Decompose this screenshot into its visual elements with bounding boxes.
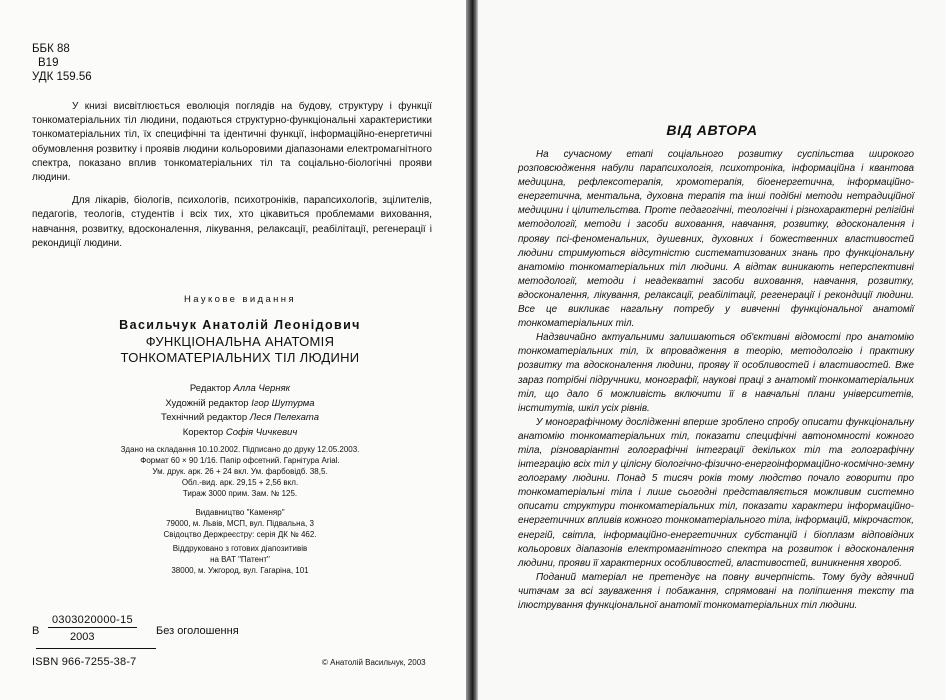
annotation-paragraph: Для лікарів, біологів, психологів, психотроніків, парапсихологів, зцілителів, педагогів, теологів, студентів і всіх тих, хто цікавиться проблемами виховання, навчання, розвитку, вдосконалення, лікування, релаксації, реабілітації, регенерації і рекондиції людини. [32, 195, 432, 249]
foreword-text [518, 148, 914, 613]
publisher-info [20, 507, 460, 540]
credit-role: Коректор [182, 426, 224, 438]
imprint-line: Здано на складання 10.10.2002. Підписано до друку 12.05.2003. [120, 445, 360, 454]
credit-name: Леся Пелехата [249, 412, 320, 423]
credit-line [20, 397, 460, 412]
book-title-line-1: ФУНКЦІОНАЛЬНА АНАТОМІЯ [145, 334, 335, 349]
printer-line: на ВАТ "Патент" [210, 555, 270, 564]
printer-info [20, 543, 460, 576]
credit-name: Софія Чичкевич [225, 426, 298, 438]
credit-name: Ігор Шутурма [251, 397, 315, 409]
author-name: Васильчук Анатолій Леонідович [119, 318, 361, 332]
credit-name: Алла Черняк [233, 383, 291, 394]
credit-line [20, 411, 460, 426]
bbk-code: ББК 88 [32, 43, 70, 55]
publisher-line: Свідоцтво Держреєстру: серія ДК № 462. [163, 530, 317, 539]
section-heading: ВІД АВТОРА [666, 122, 758, 138]
udk-code: УДК 159.56 [32, 71, 92, 83]
printer-line: Віддруковано з готових діапозитивів [172, 544, 308, 553]
imprint-line: Формат 60 × 90 1/16. Папір офсетний. Гарнітура Arial. [140, 456, 340, 465]
credit-line [20, 382, 460, 397]
credit-line [20, 426, 460, 441]
isbn-number: ISBN 966-7255-38-7 [32, 656, 137, 668]
imprint-details [20, 444, 460, 499]
credit-role: Редактор [189, 383, 231, 394]
publisher-line: 79000, м. Львів, МСП, вул. Підвальна, 3 [166, 519, 314, 528]
credit-role: Технічний редактор [160, 412, 248, 423]
annotation [32, 100, 432, 251]
right-page [478, 0, 946, 700]
book-spine-gutter [466, 0, 478, 700]
credits [20, 382, 460, 440]
printer-line: 38000, м. Ужгород, вул. Гагаріна, 101 [171, 566, 309, 575]
imprint-line: Тираж 3000 прим. Зам. № 125. [182, 489, 298, 498]
copyright-notice: © Анатолій Васильчук, 2003 [322, 658, 426, 667]
classification-codes [32, 42, 92, 84]
series-label: Наукове видання [183, 294, 296, 305]
author-mark: В19 [38, 57, 59, 69]
foreword-paragraph: Надзвичайно актуальними залишаються об'єктивні відомості про анатомію тонкоматеріальних тіл, їх впровадження в теорію, методологію і практику розвитку та вдосконалення людини, прояву її особливостей і властивостей. Вже зараз потрібні підручники, монографії, наукові праці з анатомії тонкоматеріальних тіл, що дало б можливість включити її в навчальні плани університетів, інститутів, шкіл усіх рівнів. [518, 332, 914, 414]
annotation-paragraph: У книзі висвітлюється еволюція поглядів на будову, структуру і функції тонкоматеріальних тіл людини, подаються структурно-функціональні характеристики тонкоматеріальних тіл, їх специфічні та ідентичні функції, інформаційно-енергетичні обумовлення розвитку і проявів людини кольоровими діапазонами електромагнітного спектра, показано вплив тонкоматеріальних тіл та соціально-біологічні прояви людини. [32, 101, 432, 184]
catalog-code: 0303020000-15 [48, 614, 137, 628]
catalog-note: Без оголошення [156, 625, 239, 637]
imprint-line: Ум. друк. арк. 26 + 24 вкл. Ум. фарбовідб. 38,5. [152, 467, 328, 476]
imprint-line: Обл.-вид. арк. 29,15 + 2,56 вкл. [181, 478, 299, 487]
foreword-paragraph: Поданий матеріал не претендує на повну вичерпність. Тому буду вдячний читачам за всі зауваження і побажання, спрямовані на поліпшення тексту та ілюстрування функціональної анатомії тонкоматеріальних тіл людини. [518, 571, 914, 611]
catalog-year: 2003 [70, 631, 95, 643]
foreword-paragraph: У монографічному дослідженні вперше зроблено спробу описати функціональну анатомію тонкоматеріальних тіл, показати специфічні автономності кожного тіла, різноваріантні голографічні інтеграції декількох тіл та голографічну інтеграцію всіх тіл у цілісну біологічно-фізично-енергоінформаційно-космічно-земну голограму людини. Понад 5 тисяч років тому людство почало говорити про тонкоматеріальні тіла і лише сьогодні представляється можливим системно описати структури тонкоматеріальних тіл, показати характери інформаційно-енергетичних впливів кожного тонкоматеріального тіла, інформацій, мікрочасток, енергій, світла, інформаційно-енергетичних субстанцій і біоплазм відповідних кольорових діапазонів електромагнітного спектра на розвиток і вдосконалення людини, прояви її характерних особливостей, властивостей, виникнення хвороб. [518, 416, 914, 569]
left-page [0, 0, 466, 700]
publisher-line: Видавництво "Каменяр" [195, 508, 285, 517]
divider [36, 648, 156, 649]
book-title-line-2: ТОНКОМАТЕРІАЛЬНИХ ТІЛ ЛЮДИНИ [120, 350, 360, 365]
catalog-letter: В [32, 625, 40, 637]
foreword-paragraph: На сучасному етапі соціального розвитку суспільства широкого розповсюдження набули парапсихологія, психотроніка, інформаційна і квантова медицина, рефлексотерапія, хромотерапія, біоенергетична, інформаційно-енергетична, ментальна, духовна терапія та інші подібні методи нетрадиційної медицини і цілительства. Проте педагогічні, теологічні і різнохарактерні релігійні методології, методи і засоби виховання, навчання, розвитку, вдосконалення і прояву псі-феноменальних, душевних, духовних і божественних властивостей людини стримуються відсутністю систематизованих знань про функціональну анатомію тонкоматеріальних тіл людини. А відтак виникають неперспективні методології, методи і неадекватні засоби виховання, навчання, розвитку, вдосконалення, лікування, релаксації, реабілітації, регенерації і рекондиції людини. Все це викликає нагальну потребу у вивченні функціональної анатомії тонкоматеріальних тіл. [518, 149, 914, 330]
credit-role: Художній редактор [165, 397, 249, 409]
